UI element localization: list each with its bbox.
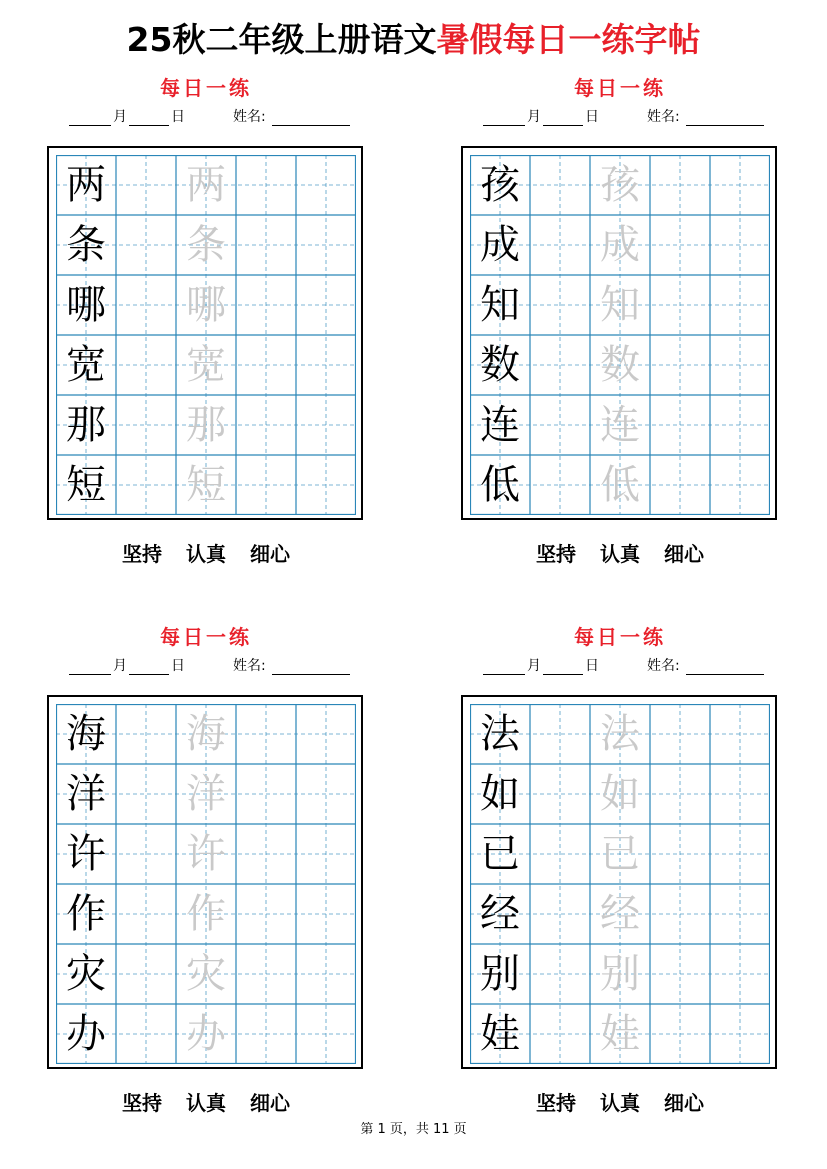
month-blank[interactable] — [483, 660, 525, 675]
motto-line — [47, 1087, 365, 1116]
motto-word: 细心 — [250, 542, 290, 566]
model-character: 短 — [66, 462, 106, 508]
panel-title: 每日一练 — [160, 625, 252, 649]
trace-character: 灾 — [186, 951, 226, 997]
panel-title: 每日一练 — [574, 625, 666, 649]
day-blank[interactable] — [129, 660, 169, 675]
practice-panel — [47, 72, 365, 566]
date-name-line — [69, 655, 369, 675]
trace-character: 连 — [600, 402, 640, 448]
trace-character: 孩 — [600, 162, 640, 208]
motto-word: 认真 — [186, 1091, 226, 1115]
motto-word: 坚持 — [122, 542, 162, 566]
model-character: 条 — [66, 222, 106, 268]
motto-word: 坚持 — [122, 1091, 162, 1115]
day-label: 日 — [585, 658, 599, 674]
trace-character: 办 — [186, 1011, 226, 1057]
date-name-line — [69, 106, 369, 126]
page-title — [0, 14, 827, 61]
trace-character: 法 — [600, 711, 640, 757]
trace-character: 知 — [600, 282, 640, 328]
trace-character: 那 — [186, 402, 226, 448]
model-character: 知 — [480, 282, 520, 328]
trace-character: 短 — [186, 462, 226, 508]
date-name-line — [483, 106, 783, 126]
page-footer: 第 1 页，共 11 页 — [360, 1122, 467, 1137]
model-character: 那 — [66, 402, 106, 448]
trace-character: 成 — [600, 222, 640, 268]
model-character: 两 — [66, 162, 106, 208]
model-character: 灾 — [66, 951, 106, 997]
name-blank[interactable] — [686, 660, 764, 675]
name-label: 姓名: — [647, 109, 680, 125]
model-character: 经 — [480, 891, 520, 937]
model-character: 成 — [480, 222, 520, 268]
writing-grid — [470, 155, 770, 515]
model-character: 法 — [480, 711, 520, 757]
model-character: 海 — [66, 711, 106, 757]
trace-character: 许 — [186, 831, 226, 877]
motto-word: 坚持 — [536, 1091, 576, 1115]
model-character: 哪 — [66, 282, 106, 328]
writing-grid — [56, 155, 356, 515]
motto-word: 认真 — [600, 1091, 640, 1115]
trace-character: 宽 — [186, 342, 226, 388]
model-character: 已 — [480, 831, 520, 877]
day-label: 日 — [171, 658, 185, 674]
trace-character: 低 — [600, 462, 640, 508]
writing-grid-frame — [461, 146, 777, 520]
model-character: 数 — [480, 342, 520, 388]
model-character: 洋 — [66, 771, 106, 817]
motto-line — [47, 538, 365, 567]
motto-word: 细心 — [250, 1091, 290, 1115]
practice-panel — [461, 72, 779, 566]
date-name-line — [483, 655, 783, 675]
motto-word: 细心 — [664, 1091, 704, 1115]
title-practice-text: 暑假每日一练字帖 — [436, 20, 701, 59]
month-blank[interactable] — [69, 111, 111, 126]
model-character: 作 — [66, 891, 106, 937]
motto-word: 坚持 — [536, 542, 576, 566]
month-label: 月 — [527, 109, 541, 125]
motto-word: 认真 — [600, 542, 640, 566]
writing-grid — [470, 704, 770, 1064]
model-character: 孩 — [480, 162, 520, 208]
month-label: 月 — [113, 109, 127, 125]
name-blank[interactable] — [272, 111, 350, 126]
month-blank[interactable] — [483, 111, 525, 126]
day-blank[interactable] — [543, 660, 583, 675]
trace-character: 别 — [600, 951, 640, 997]
writing-grid-frame — [47, 146, 363, 520]
model-character: 别 — [480, 951, 520, 997]
writing-grid-frame — [47, 695, 363, 1069]
motto-line — [461, 1087, 779, 1116]
model-character: 宽 — [66, 342, 106, 388]
model-character: 如 — [480, 771, 520, 817]
model-character: 娃 — [480, 1011, 520, 1057]
day-label: 日 — [171, 109, 185, 125]
month-blank[interactable] — [69, 660, 111, 675]
writing-grid — [56, 704, 356, 1064]
day-blank[interactable] — [129, 111, 169, 126]
panel-title: 每日一练 — [160, 76, 252, 100]
motto-word: 认真 — [186, 542, 226, 566]
trace-character: 作 — [186, 891, 226, 937]
name-blank[interactable] — [686, 111, 764, 126]
day-label: 日 — [585, 109, 599, 125]
model-character: 低 — [480, 462, 520, 508]
trace-character: 海 — [186, 711, 226, 757]
name-label: 姓名: — [647, 658, 680, 674]
trace-character: 洋 — [186, 771, 226, 817]
trace-character: 数 — [600, 342, 640, 388]
day-blank[interactable] — [543, 111, 583, 126]
month-label: 月 — [527, 658, 541, 674]
model-character: 办 — [66, 1011, 106, 1057]
trace-character: 已 — [600, 831, 640, 877]
trace-character: 两 — [186, 162, 226, 208]
name-label: 姓名: — [233, 109, 266, 125]
month-label: 月 — [113, 658, 127, 674]
trace-character: 经 — [600, 891, 640, 937]
trace-character: 条 — [186, 222, 226, 268]
trace-character: 如 — [600, 771, 640, 817]
name-blank[interactable] — [272, 660, 350, 675]
name-label: 姓名: — [233, 658, 266, 674]
trace-character: 娃 — [600, 1011, 640, 1057]
motto-line — [461, 538, 779, 567]
panel-title: 每日一练 — [574, 76, 666, 100]
writing-grid-frame — [461, 695, 777, 1069]
practice-panel — [47, 621, 365, 1115]
model-character: 许 — [66, 831, 106, 877]
title-grade-text: 25秋二年级上册语文 — [126, 20, 437, 59]
trace-character: 哪 — [186, 282, 226, 328]
model-character: 连 — [480, 402, 520, 448]
practice-panel — [461, 621, 779, 1115]
motto-word: 细心 — [664, 542, 704, 566]
